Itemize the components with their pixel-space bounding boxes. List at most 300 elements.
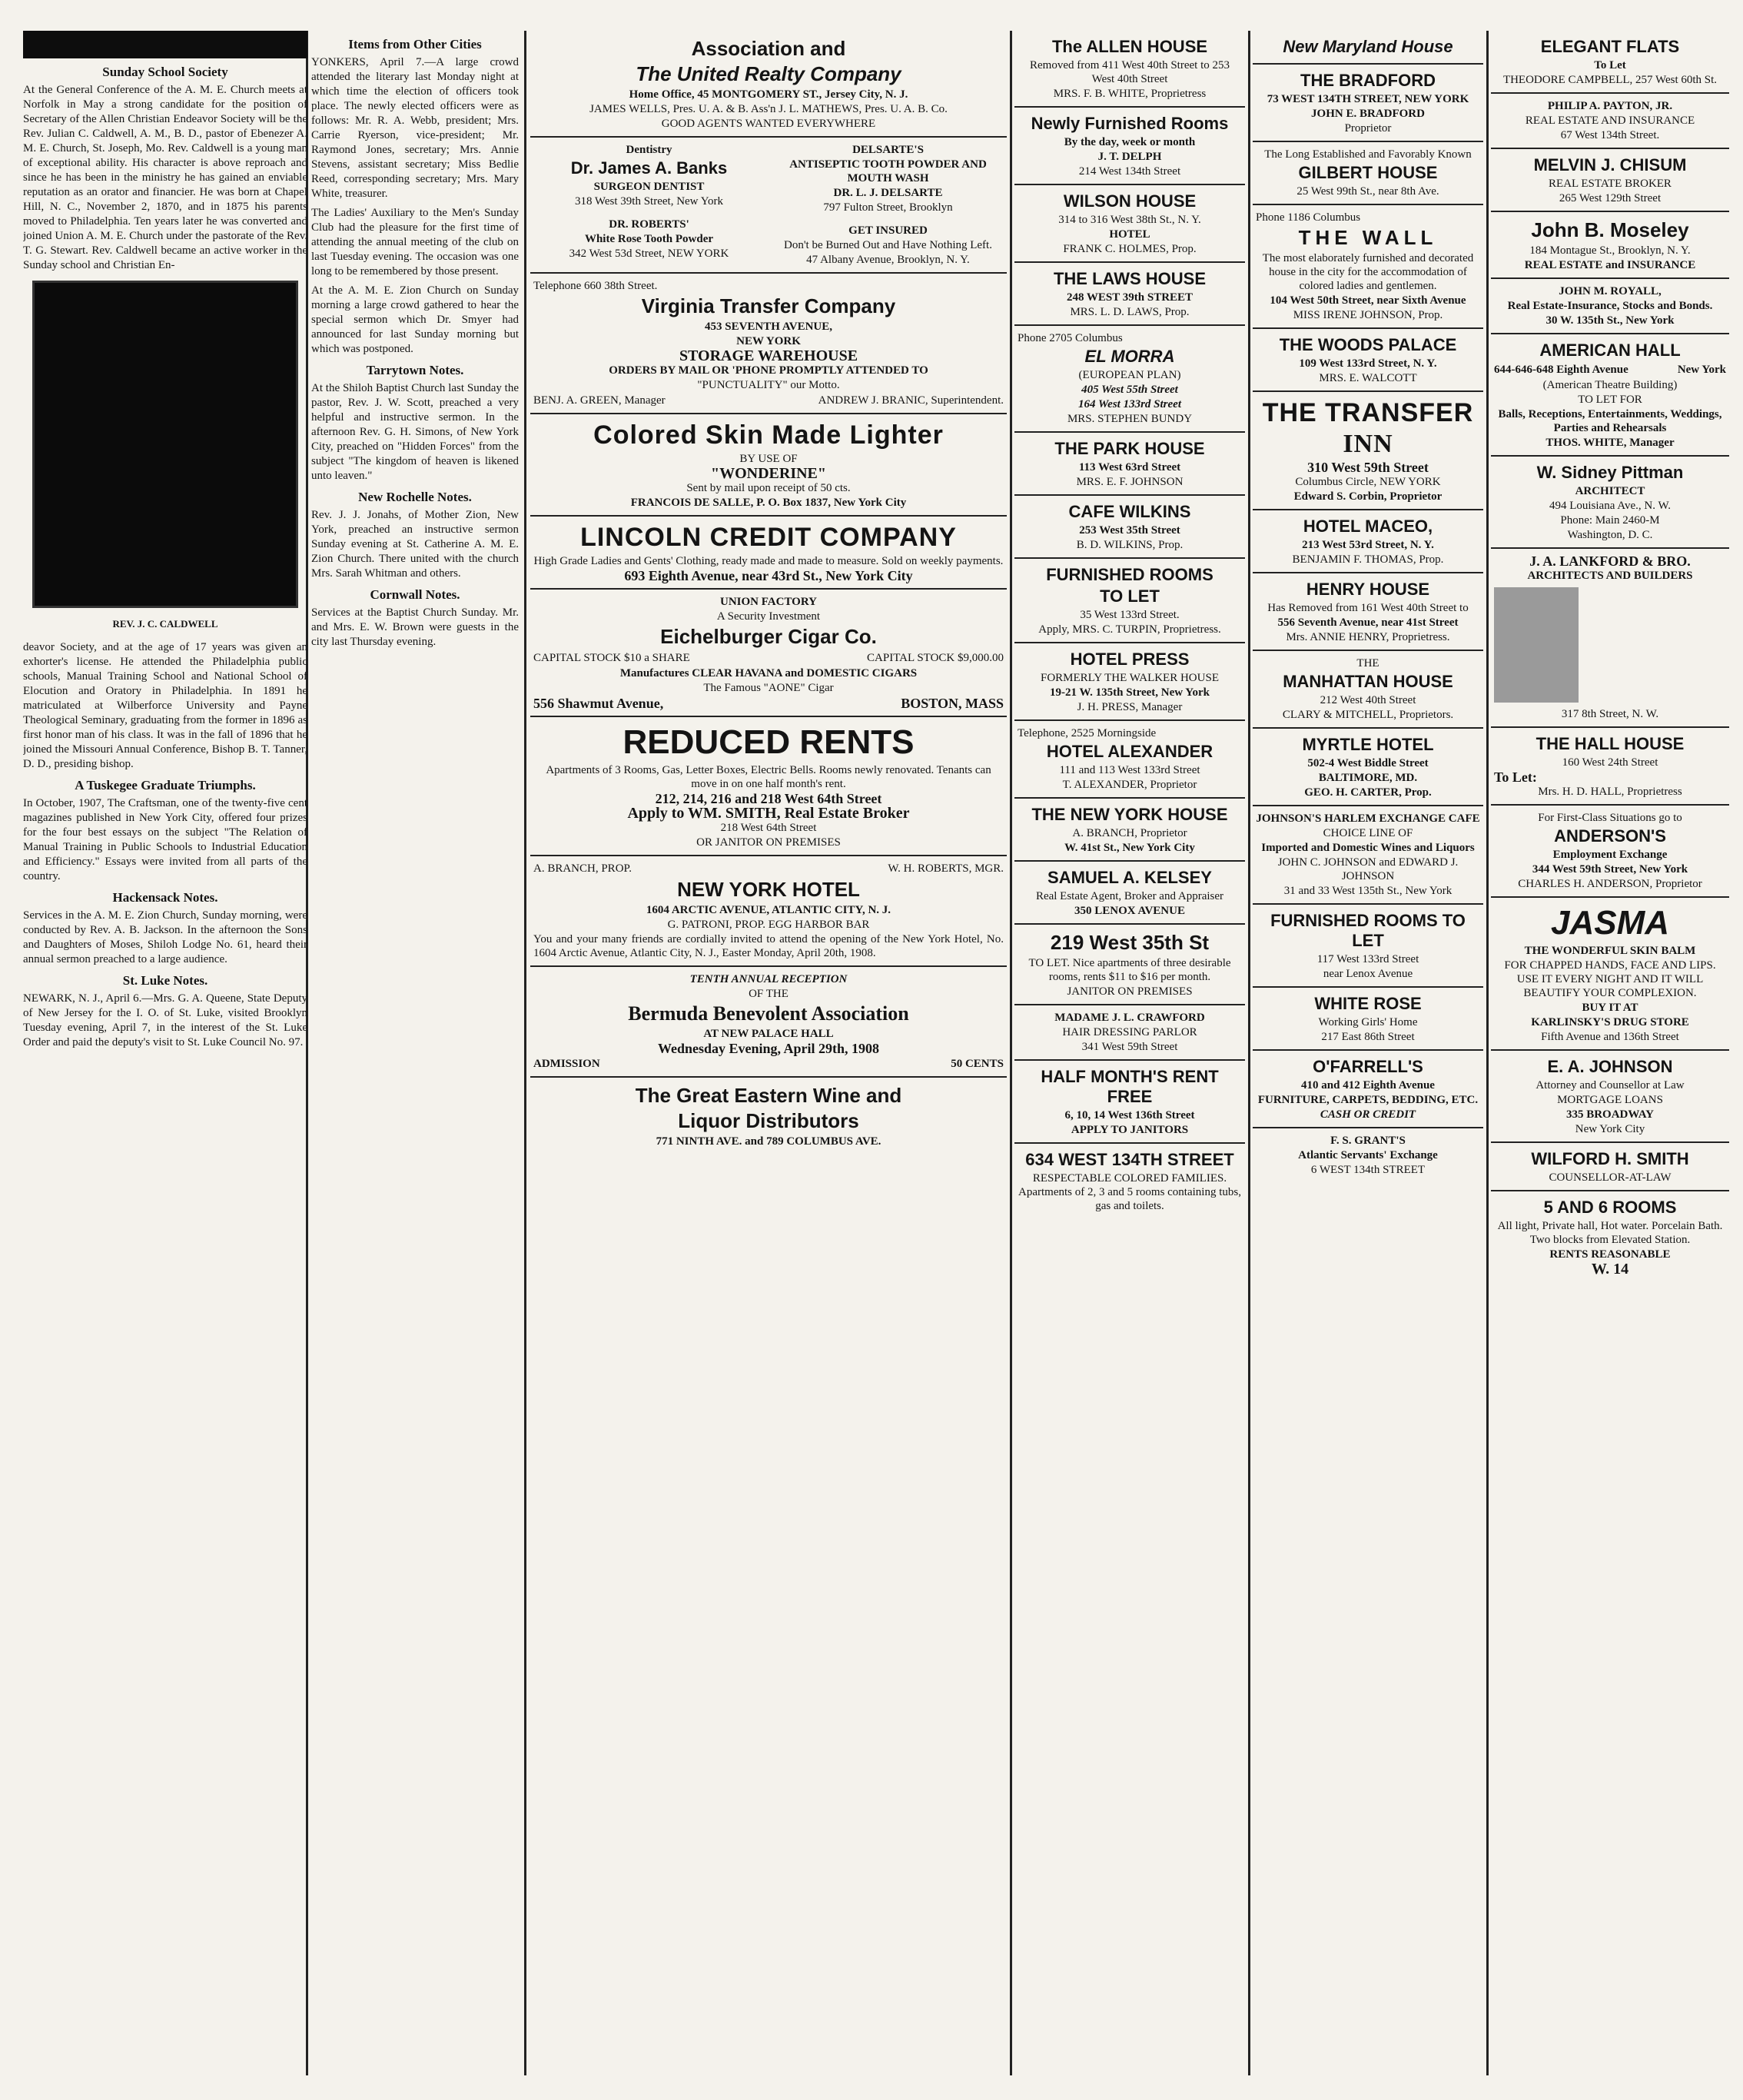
article-heading: Hackensack Notes. <box>112 890 218 905</box>
ad-title: GET INSURED <box>848 224 928 237</box>
ad-prop: MRS. E. WALCOTT <box>1319 372 1417 384</box>
ad-title: John B. Moseley <box>1531 218 1689 241</box>
ad-new-york-house <box>1014 797 1245 860</box>
ad-city: New York <box>1677 364 1726 376</box>
ad-text: Has Removed from 161 West 40th Street to <box>1267 602 1469 614</box>
ad-maryland-house <box>1253 31 1483 63</box>
ad-first: For First-Class Situations go to <box>1538 812 1682 824</box>
section-fragment: Sunday School Society <box>102 65 228 79</box>
ad-city: New York City <box>1575 1123 1645 1135</box>
ad-prop: MISS IRENE JOHNSON, Prop. <box>1293 309 1443 321</box>
ad-text: TO LET. Nice apartments of three desirable rooms, rents $11 to $16 per month. <box>1028 957 1231 983</box>
ad-title: MELVIN J. CHISUM <box>1533 155 1687 174</box>
ad-crawford <box>1014 1004 1245 1059</box>
ad-address: 771 NINTH AVE. and 789 COLUMBUS AVE. <box>656 1135 881 1148</box>
ad-capital: CAPITAL STOCK $9,000.00 <box>867 652 1004 664</box>
ad-title: GILBERT HOUSE <box>1298 163 1438 182</box>
ad-furnished-rooms <box>1014 557 1245 642</box>
ad-text: You and your many friends are cordially invited to attend the opening of the New York Hotel, No. 1604 Arctic Avenue, Atlantic City, N. J., Easter Monday, April 20th, 1908. <box>533 933 1004 959</box>
article-body: Services at the Baptist Church Sunday. Mr. and Mrs. E. W. Brown were guests in the city last Thursday evening. <box>311 606 519 648</box>
ad-address: 344 West 59th Street, New York <box>1532 863 1688 876</box>
ad-tolet: To Let: <box>1494 769 1537 785</box>
ad-allen-house <box>1014 31 1245 106</box>
column-rule <box>1486 31 1489 2075</box>
ad-security: A Security Investment <box>716 610 821 623</box>
ad-city: BOSTON, MASS <box>901 696 1004 711</box>
ad-apply: Apply, MRS. C. TURPIN, Proprietress. <box>1038 623 1221 636</box>
ad-prop: MRS. E. F. JOHNSON <box>1076 476 1184 488</box>
ad-date: Wednesday Evening, April 29th, 1908 <box>657 1041 880 1056</box>
ad-address: 184 Montague St., Brooklyn, N. Y. <box>1529 244 1691 257</box>
ad-virginia-transfer <box>530 272 1007 413</box>
ad-johnson-cafe <box>1253 805 1483 903</box>
ad-title: Bermuda Benevolent Association <box>628 1002 909 1025</box>
ad-hotel-press <box>1014 642 1245 719</box>
ad-admission: ADMISSION <box>533 1058 600 1070</box>
ad-prop: CLARY & MITCHELL, Proprietors. <box>1282 709 1454 721</box>
ad-address: 113 West 63rd Street <box>1078 461 1181 473</box>
ad-address: 164 West 133rd Street <box>1077 398 1182 410</box>
ad-mgr: THOS. WHITE, Manager <box>1545 437 1675 449</box>
ad-title: MYRTLE HOTEL <box>1302 735 1434 754</box>
ad-title: FURNISHED ROOMS <box>1046 565 1213 584</box>
ad-title: THE NEW YORK HOUSE <box>1031 805 1228 824</box>
ad-formerly: FORMERLY THE WALKER HOUSE <box>1041 672 1219 684</box>
ad-subtitle: By the day, week or month <box>1064 136 1196 148</box>
ad-title: WILSON HOUSE <box>1063 191 1197 211</box>
ad-building: (American Theatre Building) <box>1542 379 1678 391</box>
ad-moseley <box>1491 211 1729 277</box>
ad-title: Eichelburger Cigar Co. <box>660 625 877 648</box>
section-fragment: Items from Other Cities <box>348 37 482 52</box>
ad-prop: MRS. F. B. WHITE, Proprietress <box>1053 88 1207 100</box>
ad-title: DR. ROBERTS' <box>609 218 689 231</box>
ad-text: Removed from 411 West 40th Street to 253 West 40th Street <box>1029 59 1230 85</box>
ad-text: Sent by mail upon receipt of 50 cts. <box>686 482 851 494</box>
ad-title: MADAME J. L. CRAWFORD <box>1054 1012 1205 1024</box>
ad-634-west-134th <box>1014 1142 1245 1218</box>
ad-prop: B. D. WILKINS, Prop. <box>1076 539 1184 551</box>
ad-manager: BENJ. A. GREEN, Manager <box>533 394 666 407</box>
ad-role: Proprietor <box>1344 122 1392 135</box>
ad-address: 109 West 133rd Street, N. Y. <box>1299 357 1437 370</box>
ad-address: 248 WEST 39th STREET <box>1066 291 1194 304</box>
ad-address: W. 14 <box>1591 1261 1629 1278</box>
ad-address: 160 West 24th Street <box>1562 756 1658 769</box>
ad-address: 644-646-648 Eighth Avenue <box>1494 364 1628 376</box>
column-rule <box>1010 31 1012 2075</box>
ad-chisum <box>1491 148 1729 211</box>
ad-bar: G. PATRONI, PROP. EGG HARBOR BAR <box>667 919 870 931</box>
ad-address: 6, 10, 14 West 136th Street <box>1064 1109 1195 1121</box>
article-intro: At the General Conference of the A. M. E. Church meets at Norfolk in May a strong candidate for the position of Secretary of the Allen Christian Endeavor Society will be the Rev. Julian C. Caldwell, A. M., B. D., pastor of Ebenezer A. M. E. Church, St. Joseph, Mo. Rev. Caldwell is a young man of exceptional ability. His character is above reproach and since he has been in the ministry he has gained an enviable reputation as an orator and financier. He was born at Chapel Hill, N. C., November 2, 1870, and in 1875 his parents moved to Philadelphia. Ten years later he was converted and joined Union A. M. E. Church under the pastorate of the Rev. T. G. Stewart. Rev. Caldwell became an active worker in the Sunday school and Christian En- <box>23 84 307 271</box>
ad-payton <box>1491 92 1729 148</box>
ad-text: The most elaborately furnished and decorated house in the city for the accommodation of colored ladies and gentlemen. <box>1262 252 1474 292</box>
ad-subtitle: SURGEON DENTIST <box>593 181 705 193</box>
ad-rents: RENTS REASONABLE <box>1549 1248 1671 1261</box>
ad-title: W. Sidney Pittman <box>1536 463 1684 482</box>
ad-title: HOTEL MACEO, <box>1303 517 1433 536</box>
column-2 <box>311 31 519 2075</box>
building-illustration <box>1494 587 1579 703</box>
ad-prop: Edward S. Corbin, Proprietor <box>1293 490 1443 503</box>
ad-product: "WONDERINE" <box>711 465 826 482</box>
ad-address: 494 Louisiana Ave., N. W. <box>1549 500 1672 512</box>
ad-title: NEW YORK HOTEL <box>677 878 860 901</box>
ad-title: New Maryland House <box>1283 37 1453 56</box>
ad-e-a-johnson <box>1491 1049 1729 1141</box>
ad-apply-address: 218 West 64th Street <box>720 822 817 834</box>
ad-address: 217 East 86th Street <box>1321 1031 1415 1043</box>
ad-title: THE BRADFORD <box>1300 71 1436 90</box>
ad-union: UNION FACTORY <box>719 596 817 608</box>
ad-prop: Mrs. ANNIE HENRY, Proprietress. <box>1286 631 1450 643</box>
column-rule <box>524 31 526 2075</box>
ad-prop: MRS. L. D. LAWS, Prop. <box>1070 306 1190 318</box>
article-body: NEWARK, N. J., April 6.—Mrs. G. A. Queene, State Deputy of New Jersey for the I. O. of St. Luke, visited Brooklyn Tuesday evening, April 7, in the interest of the St. Luke Order and paid the deputy's visit to St. Luke Council No. 97. <box>23 992 307 1048</box>
ad-hotel-alexander <box>1014 719 1245 797</box>
ad-title: Association and <box>691 37 846 60</box>
ad-prop: BENJAMIN F. THOMAS, Prop. <box>1292 553 1444 566</box>
ad-subtitle: FURNITURE, CARPETS, BEDDING, ETC. <box>1257 1094 1479 1106</box>
ad-title: WILFORD H. SMITH <box>1531 1149 1689 1168</box>
ad-title: EL MORRA <box>1084 347 1175 366</box>
ad-apply: APPLY TO JANITORS <box>1071 1124 1189 1136</box>
ad-title: THE HALL HOUSE <box>1536 734 1685 753</box>
ad-mgr: J. H. PRESS, Manager <box>1077 701 1183 713</box>
ad-bermuda-association <box>530 965 1007 1076</box>
ad-ofarrells <box>1253 1049 1483 1127</box>
ad-subtitle: HAIR DRESSING PARLOR <box>1062 1026 1197 1038</box>
ad-address: 318 West 39th Street, New York <box>574 195 724 208</box>
column-4 <box>1014 31 1245 2075</box>
ad-buy: BUY IT AT <box>1582 1002 1638 1014</box>
ad-subtitle: White Rose Tooth Powder <box>584 233 714 245</box>
ad-label: Dentistry <box>626 144 672 156</box>
ad-title: O'FARRELL'S <box>1313 1057 1423 1076</box>
ad-subtitle: REAL ESTATE BROKER <box>1549 178 1672 190</box>
ad-address: 6 WEST 134th STREET <box>1310 1164 1426 1176</box>
ad-title: REDUCED RENTS <box>622 723 915 761</box>
ad-subtitle: ANTISEPTIC TOOTH POWDER AND MOUTH WASH <box>789 158 987 184</box>
ad-myrtle-hotel <box>1253 727 1483 805</box>
column-rule <box>1248 31 1250 2075</box>
column-5 <box>1253 31 1483 2075</box>
ad-text: Manufactures CLEAR HAVANA and DOMESTIC CIGARS <box>619 667 918 680</box>
ad-of: OF THE <box>749 988 788 1000</box>
ad-text: ORDERS BY MAIL OR 'PHONE PROMPTLY ATTENDED TO <box>609 364 928 377</box>
ad-transfer-inn <box>1253 390 1483 509</box>
ad-mortgage: MORTGAGE LOANS <box>1557 1094 1663 1106</box>
ad-title: WHITE ROSE <box>1314 994 1422 1013</box>
ad-title: THE LAWS HOUSE <box>1053 269 1206 288</box>
ad-address: 214 West 134th Street <box>1078 165 1181 178</box>
ad-text: High Grade Ladies and Gents' Clothing, ready made and made to measure. Sold on weekly payments. <box>533 555 1004 567</box>
ad-motto: "PUNCTUALITY" our Motto. <box>697 379 840 391</box>
ad-prop: T. ALEXANDER, Proprietor <box>1062 779 1197 791</box>
ad-the: THE <box>1356 657 1379 670</box>
article-body: The Ladies' Auxiliary to the Men's Sunday Club had the pleasure for the first time of attending the annual meeting of the club on last Tuesday evening. The occasion was one long to be remembered by those present. <box>311 207 519 277</box>
ad-el-morra <box>1014 324 1245 431</box>
ad-phone: Phone: Main 2460-M <box>1560 514 1660 527</box>
ad-text: FOR CHAPPED HANDS, FACE AND LIPS. USE IT EVERY NIGHT AND IT WILL BEAUTIFY YOUR COMPLEXION. <box>1504 959 1716 999</box>
ad-address: 405 West 55th Street <box>1081 384 1178 396</box>
ad-circle: Columbus Circle, NEW YORK <box>1295 476 1441 488</box>
ad-address: 213 West 53rd Street, N. Y. <box>1302 539 1434 551</box>
ad-text: All light, Private hall, Hot water. Porcelain Bath. Two blocks from Elevated Station. <box>1497 1220 1723 1246</box>
ad-text: Don't be Burned Out and Have Nothing Left. <box>784 239 992 251</box>
column-header-fragment <box>23 31 307 58</box>
ad-apply: Apply to WM. SMITH, Real Estate Broker <box>627 805 910 822</box>
ad-half-month <box>1014 1059 1245 1142</box>
article-heading: Tarrytown Notes. <box>366 363 464 377</box>
article-body: At the Shiloh Baptist Church last Sunday the pastor, Rev. J. W. Scott, preached a very helpful and instructive sermon. In the afternoon Rev. G. H. Simons, of New York City, preached on "Hidden Forces" from the subject "The kingdom of heaven is likened unto leaven." <box>311 382 519 482</box>
ad-subtitle: STORAGE WAREHOUSE <box>679 347 858 364</box>
ad-phone: Phone 1186 Columbus <box>1256 211 1361 224</box>
ad-tenth: TENTH ANNUAL RECEPTION <box>689 973 848 985</box>
ad-wilford-smith <box>1491 1141 1729 1190</box>
ad-address: 212, 214, 216 and 218 West 64th Street <box>655 791 882 806</box>
ad-lincoln-credit <box>530 515 1007 588</box>
ad-laws-house <box>1014 261 1245 324</box>
ad-title: Newly Furnished Rooms <box>1031 114 1229 133</box>
ad-henry-house <box>1253 572 1483 650</box>
ad-title: HENRY HOUSE <box>1306 580 1430 599</box>
ad-subtitle: TO LET <box>1100 586 1160 606</box>
ad-officers: JAMES WELLS, Pres. U. A. & B. Ass'n J. L. MATHEWS, Pres. U. A. B. Co. <box>589 103 948 115</box>
ad-subtitle: Working Girls' Home <box>1318 1016 1418 1028</box>
ad-eichelburger-cigar <box>530 588 1007 716</box>
ad-subtitle: To Let <box>1594 59 1626 71</box>
ad-elegant-flats <box>1491 31 1729 92</box>
article-heading: St. Luke Notes. <box>122 973 208 988</box>
ad-address: 410 and 412 Eighth Avenue <box>1301 1079 1435 1092</box>
ad-title: PHILIP A. PAYTON, JR. <box>1547 100 1673 112</box>
ad-title: Virginia Transfer Company <box>641 294 896 317</box>
ad-subtitle: Real Estate-Insurance, Stocks and Bonds. <box>1507 300 1713 312</box>
article-body: deavor Society, and at the age of 17 years was given an exhorter's license. He attended the Philadelphia public schools, Manual Training School and National School of Elocution and Oratory in Philadelphia. In 1891 he matriculated at Wilberforce University and Payne Theological Seminary, graduating from the former in 1896 as first honor man of his class. It was in the fall of 1896 that he joined the Missouri Annual Conference, Bishop B. T. Tanner, D. D., presiding bishop. <box>23 641 307 770</box>
ad-title: LINCOLN CREDIT COMPANY <box>580 523 957 552</box>
ad-title: JOHN M. ROYALL, <box>1559 285 1662 297</box>
ad-line: CHOICE LINE OF <box>1323 827 1413 839</box>
ad-address: 47 Albany Avenue, Brooklyn, N. Y. <box>806 254 970 266</box>
ad-agents: GOOD AGENTS WANTED EVERYWHERE <box>661 118 876 130</box>
ad-title: Dr. James A. Banks <box>570 158 728 178</box>
ad-title: MANHATTAN HOUSE <box>1283 672 1453 691</box>
ad-title: THE WOODS PALACE <box>1279 335 1457 354</box>
ad-city: BALTIMORE, MD. <box>1318 772 1418 784</box>
ad-cafe-wilkins <box>1014 494 1245 557</box>
ad-address: 212 West 40th Street <box>1320 694 1416 706</box>
ad-address: 25 West 99th St., near 8th Ave. <box>1296 185 1439 198</box>
ad-american-hall <box>1491 333 1729 455</box>
ad-title: 219 West 35th St <box>1050 931 1210 954</box>
ad-prop: FRANK C. HOLMES, Prop. <box>1063 243 1197 255</box>
ad-title: AMERICAN HALL <box>1539 341 1681 360</box>
ad-title: SAMUEL A. KELSEY <box>1047 868 1212 887</box>
ad-address: 342 West 53d Street, NEW YORK <box>569 248 729 260</box>
ad-near: near Lenox Avenue <box>1323 968 1413 980</box>
ad-park-house <box>1014 431 1245 494</box>
article-heading: New Rochelle Notes. <box>358 490 472 504</box>
ad-title: Colored Skin Made Lighter <box>593 420 944 450</box>
ad-title: HOTEL ALEXANDER <box>1046 742 1213 761</box>
ad-gilbert-house <box>1253 141 1483 204</box>
ad-address: W. 41st St., New York City <box>1064 842 1195 854</box>
portrait-photo <box>32 281 298 608</box>
ad-grant-exchange <box>1253 1127 1483 1182</box>
ad-prop: CHARLES H. ANDERSON, Proprietor <box>1518 878 1702 890</box>
ad-royall <box>1491 277 1729 333</box>
ad-address: 104 West 50th Street, near Sixth Avenue <box>1270 294 1466 307</box>
ad-agent: THEODORE CAMPBELL, 257 West 60th St. <box>1502 74 1718 86</box>
ad-woods-palace <box>1253 327 1483 390</box>
ad-title: HALF MONTH'S RENT FREE <box>1041 1067 1219 1106</box>
ad-subtitle: Attorney and Counsellor at Law <box>1536 1079 1685 1092</box>
ad-address: 30 W. 135th St., New York <box>1545 314 1675 327</box>
ad-phone: Telephone, 2525 Morningside <box>1018 727 1157 739</box>
ad-address: 350 LENOX AVENUE <box>1074 905 1185 917</box>
ad-hall-house <box>1491 726 1729 804</box>
ad-known: The Long Established and Favorably Known <box>1264 148 1472 161</box>
ad-jasma <box>1491 896 1729 1049</box>
ad-address: Fifth Avenue and 136th Street <box>1541 1031 1679 1043</box>
ad-phone: Telephone 660 38th Street. <box>533 280 658 292</box>
ad-city: Washington, D. C. <box>1567 529 1653 541</box>
ad-title: 634 WEST 134TH STREET <box>1025 1150 1234 1169</box>
ad-address: 556 Shawmut Avenue, <box>533 696 664 711</box>
ad-anderson <box>1491 804 1729 896</box>
ad-subtitle: Liquor Distributors <box>678 1109 859 1132</box>
ad-title: The Great Eastern Wine and <box>635 1084 902 1107</box>
ad-address: 453 SEVENTH AVENUE, <box>704 321 833 333</box>
ad-subtitle: INN <box>1343 430 1393 458</box>
portrait-caption: REV. J. C. CALDWELL <box>112 618 218 630</box>
ad-pittman <box>1491 455 1729 547</box>
ad-prop: GEO. H. CARTER, Prop. <box>1304 786 1432 799</box>
ad-address: 111 and 113 West 133rd Street <box>1059 764 1200 776</box>
ad-title: THE PARK HOUSE <box>1054 439 1205 458</box>
ad-address: 265 West 129th Street <box>1559 192 1662 204</box>
ad-tolet: TO LET FOR <box>1578 394 1642 406</box>
column-1 <box>23 31 307 2075</box>
ad-doctor: DR. L. J. DELSARTE <box>833 187 943 199</box>
ad-address: 797 Fulton Street, Brooklyn <box>823 201 953 214</box>
ad-address: 317 8th Street, N. W. <box>1561 708 1659 720</box>
ad-title: FURNISHED ROOMS TO LET <box>1270 911 1466 950</box>
ad-address: Home Office, 45 MONTGOMERY ST., Jersey City, N. J. <box>629 88 908 101</box>
ad-by: BY USE OF <box>739 453 798 465</box>
article-body: Rev. J. J. Jonahs, of Mother Zion, New York, preached an instructive sermon Sunday evening at St. Catherine A. M. E. Zion Church. There united with the church Mrs. Sarah Whitman and others. <box>311 509 519 580</box>
article-body: At the A. M. E. Zion Church on Sunday morning a large crowd gathered to hear the special sermon which Dr. Smyer had announced for last Sunday morning but which was postponed. <box>311 284 519 355</box>
ad-janitor: OR JANITOR ON PREMISES <box>696 836 841 849</box>
ad-prop: A. BRANCH, Proprietor <box>1072 827 1187 839</box>
ad-newly-furnished <box>1014 106 1245 184</box>
ad-title: CAFE WILKINS <box>1068 502 1191 521</box>
ad-address: 35 West 133rd Street. <box>1080 609 1180 621</box>
ad-title: J. A. LANKFORD & BRO. <box>1529 553 1691 569</box>
ad-association <box>530 31 1007 136</box>
ad-uses: Balls, Receptions, Entertainments, Weddings, Parties and Rehearsals <box>1498 408 1722 434</box>
ad-address: 314 to 316 West 38th St., N. Y. <box>1058 214 1201 226</box>
ad-reduced-rents <box>530 716 1007 855</box>
ad-title: F. S. GRANT'S <box>1330 1135 1406 1147</box>
ad-address: FRANCOIS DE SALLE, P. O. Box 1837, New York City <box>630 497 907 509</box>
ad-219-west-35th <box>1014 923 1245 1004</box>
ad-wilson-house <box>1014 184 1245 261</box>
article-body: In October, 1907, The Craftsman, one of the twenty-five cent magazines published in New York City, offered four prizes for the four best essays on the subject "The Relation of Manual Training in Public Schools to Industrial Education and Efficiency." Essays were invited from all parts of the country. <box>23 797 307 882</box>
ad-superintendent: ANDREW J. BRANIC, Superintendent. <box>818 394 1004 407</box>
ad-address: 693 Eighth Avenue, near 43rd St., New York City <box>624 568 913 583</box>
ad-furnished-to-let <box>1253 903 1483 986</box>
ad-subtitle: ARCHITECT <box>1575 485 1645 497</box>
ad-title: ANDERSON'S <box>1554 826 1666 846</box>
ad-prop: Mrs. H. D. HALL, Proprietress <box>1538 786 1682 798</box>
ad-subtitle: Atlantic Servants' Exchange <box>1298 1149 1438 1161</box>
ad-cash: CASH OR CREDIT <box>1320 1108 1416 1121</box>
ad-name: J. T. DELPH <box>1097 151 1162 163</box>
ad-title: The ALLEN HOUSE <box>1051 37 1208 56</box>
ad-the-wall <box>1253 204 1483 327</box>
ad-subtitle: REAL ESTATE AND INSURANCE <box>1525 115 1695 127</box>
ad-bradford <box>1253 63 1483 141</box>
ad-address: 19-21 W. 135th Street, New York <box>1050 686 1210 699</box>
ad-text: RESPECTABLE COLORED FAMILIES. Apartments of 2, 3 and 5 rooms containing tubs, gas and toilets. <box>1018 1172 1241 1212</box>
ad-5-6-rooms <box>1491 1190 1729 1281</box>
column-6 <box>1491 31 1729 2075</box>
ad-address: 73 WEST 134TH STREET, NEW YORK <box>1267 93 1469 105</box>
ad-address: 253 West 35th Street <box>1079 524 1180 537</box>
ad-address: 117 West 133rd Street <box>1316 953 1419 965</box>
ad-address: 341 West 59th Street <box>1081 1041 1178 1053</box>
ad-janitor: JANITOR ON PREMISES <box>1067 985 1193 998</box>
ad-subtitle: Employment Exchange <box>1552 849 1668 861</box>
article-heading: A Tuskegee Graduate Triumphs. <box>75 778 256 792</box>
ad-text: Apartments of 3 Rooms, Gas, Letter Boxes, Electric Bells. Rooms newly renovated. Tenants can move in on one half month's rent. <box>546 764 991 790</box>
ad-hotel-maceo <box>1253 509 1483 572</box>
column-3 <box>530 31 1007 2075</box>
ad-phone: Phone 2705 Columbus <box>1018 332 1123 344</box>
ad-great-eastern-wine <box>530 1076 1007 1154</box>
article-body: YONKERS, April 7.—A large crowd attended the literary last Monday night at which time the election of officers took place. The newly elected officers were as follows: Mr. R. A. Webb, president; Mrs. Carrie Ryerson, vice-president; Mr. Raymond Jones, secretary; Mrs. Annie Stevens, assistant secretary; Miss Bedlie Reed, corresponding secretary; Mrs. Mary White, treasurer. <box>311 56 519 200</box>
ad-goods: Imported and Domestic Wines and Liquors <box>1261 842 1475 854</box>
ad-plan: (EUROPEAN PLAN) <box>1078 369 1181 381</box>
ad-title: DELSARTE'S <box>852 144 924 156</box>
ad-store: KARLINSKY'S DRUG STORE <box>1531 1016 1689 1028</box>
ad-prop: A. BRANCH, PROP. <box>533 862 632 875</box>
ad-subtitle: HOTEL <box>1109 228 1150 241</box>
ad-props: JOHN C. JOHNSON and EDWARD J. JOHNSON <box>1277 856 1459 882</box>
ad-manhattan-house <box>1253 650 1483 727</box>
ad-subtitle: Real Estate Agent, Broker and Appraiser <box>1035 890 1224 902</box>
ad-famous: The Famous "AONE" Cigar <box>703 682 834 694</box>
ad-subtitle: The United Realty Company <box>636 62 901 85</box>
ad-title: JASMA <box>1550 904 1670 942</box>
ad-subtitle: ARCHITECTS AND BUILDERS <box>1527 570 1693 582</box>
ad-title: JOHNSON'S HARLEM EXCHANGE CAFE <box>1256 812 1480 825</box>
ad-address: 502-4 West Biddle Street <box>1307 757 1429 769</box>
ad-title: 5 AND 6 ROOMS <box>1543 1198 1677 1217</box>
ad-stock: CAPITAL STOCK $10 a SHARE <box>533 652 690 664</box>
ad-title: THE TRANSFER <box>1262 398 1474 427</box>
ad-price: 50 CENTS <box>951 1058 1004 1070</box>
ad-city: NEW YORK <box>736 335 801 347</box>
ad-title: ELEGANT FLATS <box>1540 37 1680 56</box>
ad-address: 31 and 33 West 135th St., New York <box>1283 885 1452 897</box>
ad-new-york-hotel <box>530 855 1007 965</box>
ad-address: 310 West 59th Street <box>1307 460 1429 475</box>
ad-white-rose <box>1253 986 1483 1049</box>
